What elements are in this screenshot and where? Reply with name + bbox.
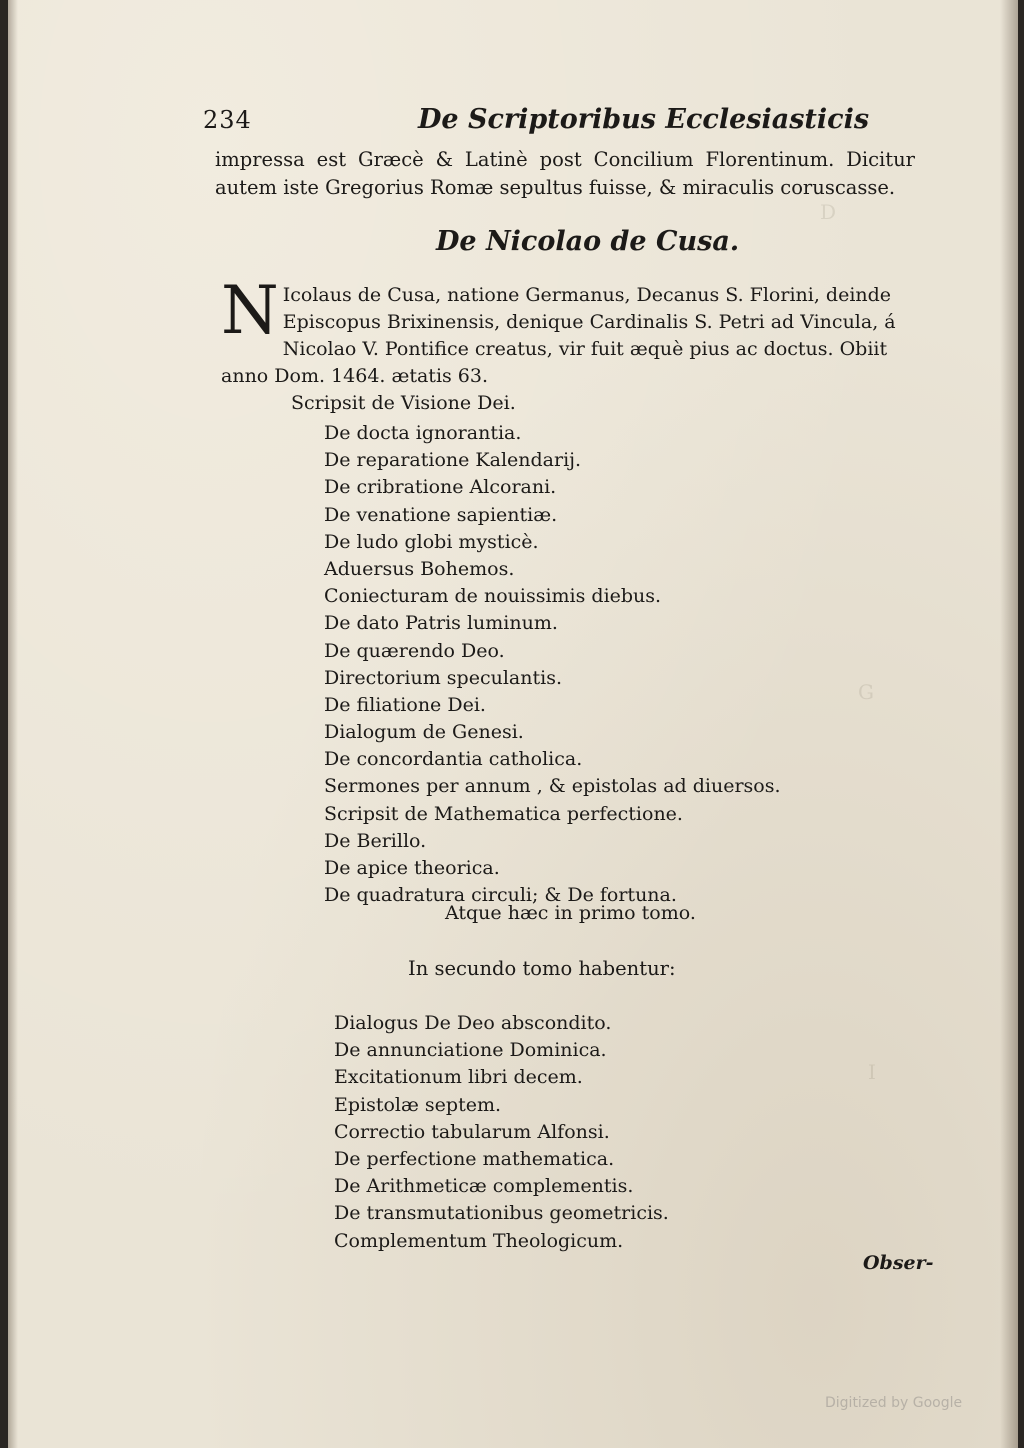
page-header (203, 104, 923, 144)
list-item: De filiatione Dei. (324, 693, 486, 716)
digitization-watermark: Digitized by Google (825, 1395, 963, 1411)
list-item: Scripsit de Mathematica perfectione. (324, 802, 683, 825)
show-through: I (868, 1060, 876, 1084)
list-item: De Arithmeticæ complementis. (334, 1175, 634, 1198)
list-item: De reparatione Kalendarij. (324, 449, 582, 472)
list-item: De Berillo. (324, 829, 427, 852)
tomo-2-heading: In secundo tomo habentur: (408, 957, 676, 980)
page-gutter-shadow (1000, 0, 1018, 1448)
biography-text: Icolaus de Cusa, natione Germanus, Decanus S. Florini, deinde Episcopus Brixinensis, denique Cardinalis S. Petri ad Vincula, á Nicolao V. Pontifice creatus, vir fuit æquè pius ac doctus. Obiit anno Dom. 1464. ætatis 63. (221, 284, 896, 387)
list-item: De ludo globi mysticè. (324, 530, 539, 553)
list-item: Aduersus Bohemos. (324, 557, 515, 580)
list-item: Epistolæ septem. (334, 1093, 502, 1116)
section-title: De Nicolao de Cusa. (436, 226, 740, 257)
list-item: De quærendo Deo. (324, 639, 505, 662)
list-item: Coniecturam de nouissimis diebus. (324, 585, 662, 608)
page-number: 234 (203, 106, 252, 134)
show-through: D (820, 200, 837, 224)
list-item: De venatione sapientiæ. (324, 503, 558, 526)
list-item: De dato Patris luminum. (324, 612, 558, 635)
list-item: De cribratione Alcorani. (324, 476, 557, 499)
running-head: De Scriptoribus Ecclesiasticis (418, 104, 870, 135)
list-item: Sermones per annum , & epistolas ad diuersos. (324, 775, 781, 798)
works-list-tomo-2 (334, 1010, 669, 1255)
list-item: Dialogus De Deo abscondito. (334, 1012, 612, 1034)
list-item: De perfectione mathematica. (334, 1147, 615, 1170)
list-item: Dialogum de Genesi. (324, 721, 524, 744)
list-item: De quadratura circuli; & De fortuna. (324, 884, 677, 907)
list-item: De docta ignorantia. (324, 422, 522, 444)
drop-cap: N (221, 272, 279, 349)
show-through: G (858, 680, 874, 704)
tomo-1-end: Atque hæc in primo tomo. (445, 902, 696, 924)
list-item: De concordantia catholica. (324, 748, 583, 771)
biography-paragraph (221, 272, 913, 390)
works-intro: Scripsit de Visione Dei. (291, 392, 516, 414)
list-item: Directorium speculantis. (324, 666, 562, 689)
list-item: Excitationum libri decem. (334, 1066, 583, 1089)
list-item: Complementum Theologicum. (334, 1229, 624, 1252)
book-page (8, 0, 1018, 1448)
list-item: De transmutationibus geometricis. (334, 1202, 669, 1225)
list-item: De annunciatione Dominica. (334, 1039, 607, 1062)
page-left-edge (8, 0, 18, 1448)
works-list-tomo-1 (324, 420, 781, 909)
list-item: De apice theorica. (324, 857, 500, 879)
list-item: Correctio tabularum Alfonsi. (334, 1120, 610, 1143)
catchword: Obser- (863, 1252, 934, 1274)
continuation-paragraph: impressa est Græcè & Latinè post Concilium Florentinum. Dicitur autem iste Gregorius Romæ sepultus fuisse, & miraculis coruscasse. (215, 148, 915, 199)
